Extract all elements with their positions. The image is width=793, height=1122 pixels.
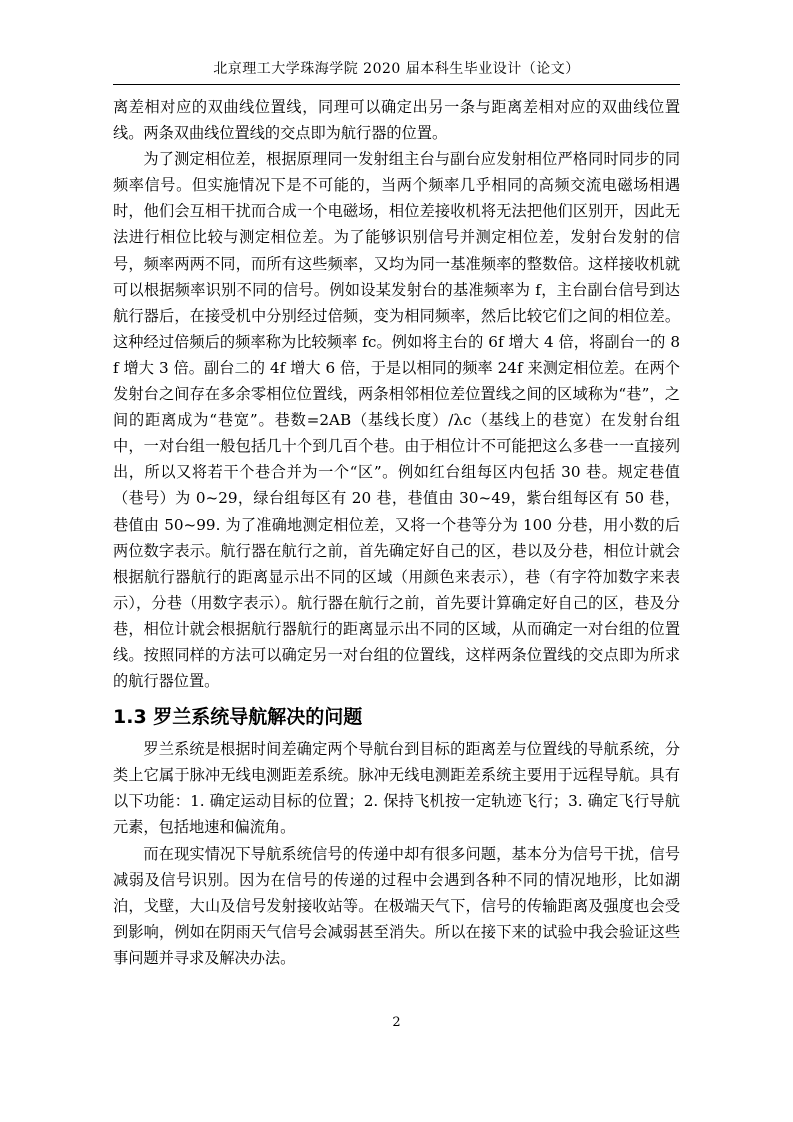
paragraph-continuation: 离差相对应的双曲线位置线，同理可以确定出另一条与距离差相对应的双曲线位置线。两条双曲线位置线的交点即为航行器的位置。 [113, 98, 680, 143]
document-body [113, 94, 680, 971]
page-number: 2 [392, 1015, 401, 1030]
header-divider [113, 84, 680, 85]
page-header: 北京理工大学珠海学院 2020 届本科生毕业设计（论文） [213, 61, 580, 77]
section-heading: 1.3 罗兰系统导航解决的问题 [113, 706, 363, 729]
paragraph-phase-difference: 为了测定相位差，根据原理同一发射组主台与副台应发射相位严格同时同步的同频率信号。但实施情况下是不可能的，当两个频率几乎相同的高频交流电磁场相遇时，他们会互相干扰而合成一个电磁场，相位差接收机将无法把他们区别开，因此无法进行相位比较与测定相位差。为了能够识别信号并测定相位差，发射台发射的信号，频率两两不同，而所有这些频率，又均为同一基准频率的整数倍。这样接收机就可以根据频率识别不同的信号。例如设某发射台的基准频率为 f，主台副台信号到达航行器后，在接受机中分别经过倍频，变为相同频率，然后比较它们之间的相位差。这种经过倍频后的频率称为比较频率 fc。例如将主台的 6f 增大 4 倍，将副台一的 8f 增大 3 倍。副台二的 4f 增大 6 倍，于是以相同的频率 24f 来测定相位差。在两个发射台之间存在多余零相位位置线，两条相邻相位差位置线之间的区域称为“巷”，之间的距离成为“巷宽”。巷数=2AB（基线长度）/λc（基线上的巷宽）在发射台组中，一对台组一般包括几十个到几百个巷。由于相位计不可能把这么多巷一一直接列出，所以又将若干个巷合并为一个“区”。例如红台组每区内包括 30 巷。规定巷值（巷号）为 0~29，绿台组每区有 20 巷，巷值由 30~49，紫台组每区有 50 巷，巷值由 50~99. 为了准确地测定相位差，又将一个巷等分为 100 分巷，用小数的后两位数字表示。航行器在航行之前，首先确定好自己的区，巷以及分巷，相位计就会根据航行器航行的距离显示出不同的区域（用颜色来表示），巷（有字符加数字来表示），分巷（用数字表示）。航行器在航行之前，首先要计算确定好自己的区，巷及分巷，相位计就会根据航行器航行的距离显示出不同的区域，从而确定一对台组的位置线。按照同样的方法可以确定另一对台组的位置线，这样两条位置线的交点即为所求的航行器位置。 [113, 150, 680, 691]
paragraph-signal-problems: 而在现实情况下导航系统信号的传递中却有很多问题，基本分为信号干扰，信号减弱及信号识别。因为在信号的传递的过程中会遇到各种不同的情况地形，比如湖泊，戈壁，大山及信号发射接收站等。在极端天气下，信号的传输距离及强度也会受到影响，例如在阴雨天气信号会减弱甚至消失。所以在接下来的试验中我会验证这些事问题并寻求及解决办法。 [113, 844, 680, 967]
paragraph-loran-intro: 罗兰系统是根据时间差确定两个导航台到目标的距离差与位置线的导航系统，分类上它属于脉冲无线电测距差系统。脉冲无线电测距差系统主要用于远程导航。具有以下功能：1. 确定运动目标的位置；2. 保持飞机按一定轨迹飞行；3. 确定飞行导航元素，包括地速和偏流角。 [113, 740, 680, 837]
